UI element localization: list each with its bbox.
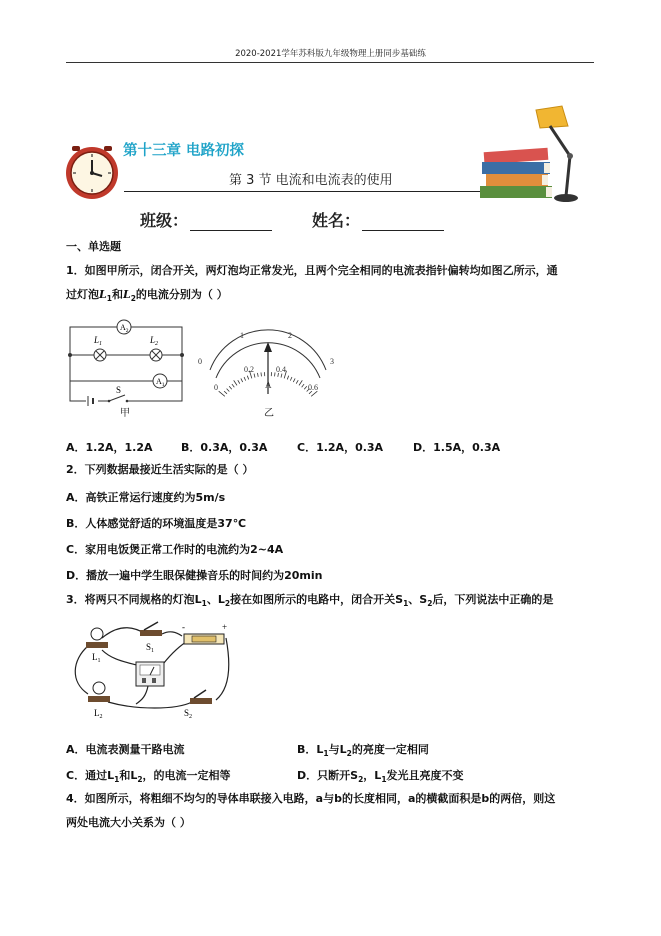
- scale-unit: A: [265, 380, 272, 390]
- scale-tick: [219, 391, 225, 396]
- q3-oc-l1-sub: 1: [114, 775, 120, 785]
- q3-oc-mid: 和: [119, 769, 131, 782]
- q3-option-c[interactable]: [66, 767, 231, 784]
- q3-od-mid: ，: [363, 769, 375, 782]
- q2-option-c[interactable]: C．家用电饭煲正常工作时的电流约为2~4A: [66, 543, 284, 556]
- q3-s1: S: [395, 593, 404, 606]
- q1-fig-label-jia: 甲: [120, 408, 130, 419]
- clock-icon: [62, 143, 122, 201]
- q3-l1: L: [194, 593, 202, 606]
- q3-oc-l2: L: [130, 769, 138, 782]
- q1-text-line2: [66, 287, 228, 307]
- q3-oc-post: ，的电流一定相等: [142, 769, 231, 782]
- q1-fig-label-yi: 乙: [264, 408, 274, 419]
- scale-tick: [244, 377, 246, 381]
- q1-option-b[interactable]: B．0.3A，0.3A: [181, 441, 268, 454]
- scale-tick: [232, 384, 234, 387]
- q3-l1-label: $L_1$: [92, 652, 101, 664]
- q3-l2-sub: 2: [224, 599, 231, 609]
- scale-tick: [287, 376, 288, 380]
- scale-tick: [296, 380, 298, 383]
- section-heading: 一、单选题: [66, 240, 121, 253]
- q4-text-line2: 两处电流大小关系为（ ）: [66, 816, 191, 829]
- scale-tick: [238, 380, 240, 383]
- q1-l2-label: $L_2$: [150, 335, 159, 347]
- q3-s2: S: [419, 593, 428, 606]
- q3-minus-label: -: [182, 622, 185, 632]
- q3-text: [66, 592, 596, 612]
- q3-od-s2-sub: 2: [358, 775, 364, 785]
- page-header: 2020-2021学年苏科版九年级物理上册同步基础练: [235, 49, 426, 59]
- q3-od-l1: L: [374, 769, 382, 782]
- q3-oc-l2-sub: 2: [137, 775, 143, 785]
- header-rule: [66, 62, 594, 63]
- scale-top-0: 0: [198, 357, 202, 366]
- q3-ob-l2-sub: 2: [346, 749, 352, 759]
- scale-tick: [224, 391, 227, 394]
- scale-top-2: 2: [288, 331, 292, 340]
- scale-top-3: 3: [330, 357, 334, 366]
- q3-option-a[interactable]: A．电流表测量干路电流: [66, 743, 185, 756]
- q1-text-post: 的电流分别为（ ）: [135, 288, 228, 301]
- q1-a1-label: $A_1$: [156, 377, 165, 388]
- q1-l2-sub: 2: [130, 294, 136, 304]
- q3-text-post: 后，下列说法中正确的是: [432, 593, 554, 606]
- scale-tick: [234, 380, 237, 385]
- scale-tick: [293, 378, 295, 382]
- q2-option-b[interactable]: B．人体感觉舒适的环境温度是37℃: [66, 517, 247, 530]
- scale-tick: [247, 376, 248, 380]
- name-label: 姓名：: [312, 211, 361, 230]
- q3-l2-label: $L_2$: [94, 708, 103, 720]
- q3-plus-label: +: [222, 622, 228, 632]
- scale-bottom-3: 0.6: [308, 383, 318, 392]
- scale-tick: [281, 374, 282, 378]
- name-blank: [362, 216, 444, 231]
- class-blank: [190, 216, 272, 231]
- q3-od-s2: S: [350, 769, 359, 782]
- q4-text-line1: 4．如图所示，将粗细不均匀的导体串联接入电路，a与b的长度相同，a的横截面积是b的两倍，则这: [66, 792, 556, 805]
- q3-od-l1-sub: 1: [381, 775, 387, 785]
- q1-l1: L: [99, 288, 107, 301]
- q3-circuit-diagram: [66, 620, 234, 724]
- q2-text: 2．下列数据最接近生活实际的是（ ）: [66, 463, 254, 476]
- q1-ammeter-scale: [194, 326, 342, 402]
- q3-s2-sub: 2: [427, 599, 433, 609]
- q3-od-pre: D．只断开: [297, 769, 351, 782]
- q1-text-line1: 1．如图甲所示，闭合开关，两灯泡均正常发光，且两个完全相同的电流表指针偏转均如图乙所示，通: [66, 264, 558, 277]
- q3-s1-label: $S_1$: [146, 642, 155, 654]
- q3-comma-2: 、: [408, 593, 420, 606]
- scale-tick: [290, 377, 292, 381]
- q3-s1-sub: 1: [403, 599, 409, 609]
- section-title: 第 3 节 电流和电流表的使用: [229, 173, 393, 188]
- q3-oc-l1: L: [107, 769, 115, 782]
- scale-bottom-1: 0.2: [244, 365, 254, 374]
- q3-text-mid: 接在如图所示的电路中，闭合开关: [230, 593, 396, 606]
- q3-s2-label: $S_2$: [184, 708, 193, 720]
- q3-ob-l1: L: [316, 743, 324, 756]
- q3-ob-post: 的亮度一定相同: [351, 743, 429, 756]
- class-field: [140, 208, 272, 231]
- scale-tick: [241, 378, 243, 382]
- q2-option-d[interactable]: D．播放一遍中学生眼保健操音乐的时间约为20min: [66, 569, 323, 582]
- scale-tick: [257, 373, 258, 377]
- q3-ob-pre: B．: [297, 743, 317, 756]
- scale-tick: [302, 384, 304, 387]
- q3-option-b[interactable]: [297, 741, 429, 758]
- q3-od-post: 发光且亮度不变: [386, 769, 464, 782]
- q3-text-pre: 3．将两只不同规格的灯泡: [66, 593, 195, 606]
- q3-oc-pre: C．通过: [66, 769, 108, 782]
- scale-tick: [229, 386, 232, 389]
- q1-switch-label: S: [116, 385, 122, 395]
- q1-option-c[interactable]: C．1.2A，0.3A: [297, 441, 384, 454]
- q2-option-a[interactable]: A．高铁正常运行速度约为5m/s: [66, 491, 226, 504]
- scale-tick: [304, 386, 307, 389]
- q3-comma: 、: [206, 593, 218, 606]
- q3-l2: L: [217, 593, 225, 606]
- scale-tick: [299, 380, 302, 385]
- q1-l2: L: [122, 288, 131, 301]
- desk-lamp-books-icon: [478, 104, 588, 206]
- chapter-title: 第十三章 电路初探: [123, 143, 245, 159]
- q1-and: 和: [111, 288, 123, 301]
- q3-ob-l2: L: [339, 743, 347, 756]
- scale-top-1: 1: [240, 331, 244, 340]
- class-label: 班级：: [140, 211, 189, 230]
- q1-a2-label: $A_2$: [120, 323, 129, 334]
- q3-l1-sub: 1: [201, 599, 207, 609]
- q3-ob-l1-sub: 1: [323, 749, 329, 759]
- scale-bottom-2: 0.4: [276, 365, 286, 374]
- q1-option-a[interactable]: A．1.2A，1.2A: [66, 441, 153, 454]
- q1-l1-label: $L_1$: [94, 335, 103, 347]
- q1-text-pre: 过灯泡: [66, 288, 99, 301]
- scale-bottom-0: 0: [214, 383, 218, 392]
- banner-rule: [124, 191, 484, 192]
- q1-option-d[interactable]: D．1.5A，0.3A: [413, 441, 501, 454]
- scale-tick: [227, 389, 230, 392]
- q1-l1-sub: 1: [106, 294, 112, 304]
- q3-ob-mid: 与: [328, 743, 340, 756]
- name-field: [312, 208, 444, 231]
- q3-option-d[interactable]: [297, 767, 464, 784]
- scale-tick: [254, 374, 255, 378]
